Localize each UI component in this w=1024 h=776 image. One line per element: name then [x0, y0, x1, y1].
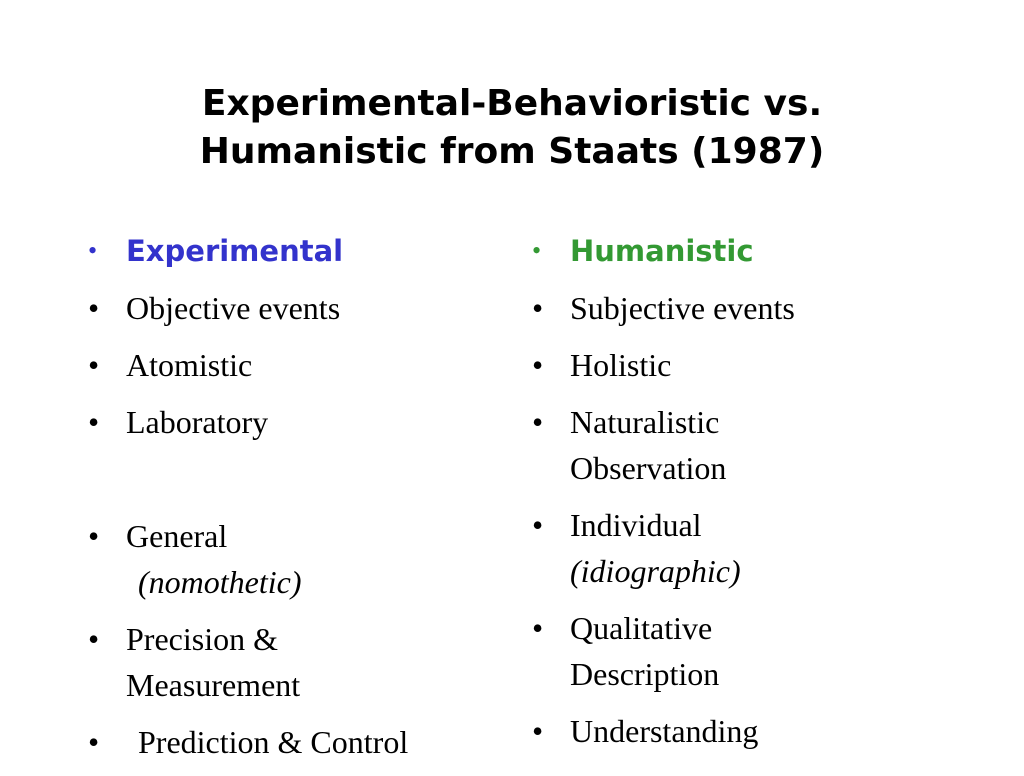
item-text: Atomistic — [126, 347, 253, 383]
bullet-icon: • — [88, 724, 100, 760]
list-item — [530, 399, 990, 491]
slide-title — [0, 80, 1024, 176]
item-text: Precision & — [126, 621, 278, 657]
item-text: Individual — [570, 507, 702, 543]
item-subtext: (nomothetic) — [138, 564, 302, 600]
list-item — [86, 513, 506, 605]
list-item — [86, 719, 506, 765]
heading-text: Humanistic — [570, 234, 754, 268]
item-text: Naturalistic — [570, 404, 720, 440]
bullet-icon: • — [88, 290, 100, 326]
bullet-icon: • — [88, 404, 100, 440]
title-line-1: Experimental-Behavioristic vs. — [201, 83, 823, 124]
bullet-icon: • — [88, 518, 100, 554]
item-subtext: (idiographic) — [570, 553, 741, 589]
list-item — [530, 285, 990, 331]
bullet-icon: • — [88, 236, 98, 265]
bullet-icon: • — [532, 404, 544, 440]
item-text-continued: Measurement — [126, 667, 301, 703]
item-text-continued: Observation — [570, 450, 727, 486]
spacer — [86, 456, 506, 513]
item-text: Holistic — [570, 347, 672, 383]
list-item — [86, 399, 506, 445]
title-line-2: Humanistic from Staats (1987) — [199, 131, 825, 172]
bullet-icon: • — [88, 621, 100, 657]
bullet-icon: • — [532, 347, 544, 383]
list-item — [530, 605, 990, 697]
item-text: Subjective events — [570, 290, 795, 326]
list-item — [86, 342, 506, 388]
experimental-column — [86, 228, 506, 776]
bullet-icon: • — [532, 507, 544, 543]
list-item — [530, 502, 990, 594]
list-item — [86, 285, 506, 331]
item-text: Prediction & Control — [138, 724, 409, 760]
heading-text: Experimental — [126, 234, 344, 268]
list-item — [530, 708, 990, 754]
item-text: Understanding — [570, 713, 759, 749]
humanistic-heading — [530, 228, 990, 274]
item-text: General — [126, 518, 228, 554]
item-text: Laboratory — [126, 404, 269, 440]
bullet-icon: • — [532, 713, 544, 749]
list-item — [530, 342, 990, 388]
list-item — [86, 616, 506, 708]
humanistic-column — [530, 228, 990, 765]
item-text: Objective events — [126, 290, 341, 326]
bullet-icon: • — [532, 290, 544, 326]
bullet-icon: • — [532, 610, 544, 646]
item-text-continued: Description — [570, 656, 720, 692]
bullet-icon: • — [88, 347, 100, 383]
experimental-heading — [86, 228, 506, 274]
item-text: Qualitative — [570, 610, 713, 646]
bullet-icon: • — [532, 236, 542, 265]
